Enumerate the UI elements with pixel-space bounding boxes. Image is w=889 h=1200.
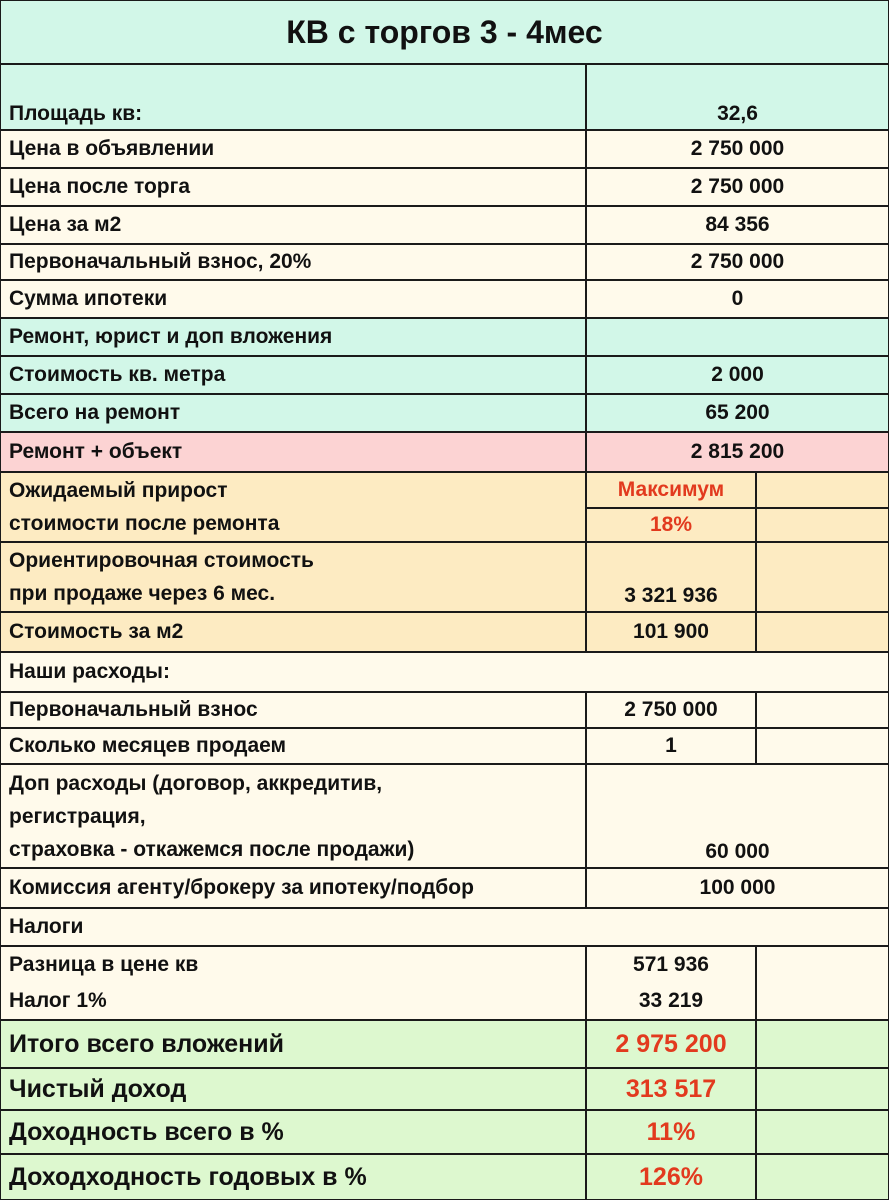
net-income-label[interactable]: Чистый доход: [0, 1068, 586, 1110]
value-per-m2-extra[interactable]: [756, 612, 889, 652]
price-per-m2-label[interactable]: Цена за м2: [0, 206, 586, 244]
expected-growth-mode[interactable]: Максимум: [586, 472, 756, 508]
taxes-header[interactable]: Налоги: [0, 908, 889, 946]
tax-label[interactable]: Налог 1%: [0, 982, 586, 1020]
expected-growth-label[interactable]: [0, 472, 586, 542]
expected-growth-label-line2: стоимости после ремонта: [9, 512, 280, 535]
renovation-plus-object-value[interactable]: 2 815 200: [586, 432, 889, 472]
cost-per-m2-label[interactable]: Стоимость кв. метра: [0, 356, 586, 394]
taxes-extra[interactable]: [756, 946, 889, 1020]
annual-yield-label[interactable]: Доходходность годовых в %: [0, 1154, 586, 1200]
estimated-value-label-line2: при продаже через 6 мес.: [9, 582, 276, 605]
price-difference-value[interactable]: 571 936: [586, 946, 756, 982]
negotiated-price-label[interactable]: Цена после торга: [0, 168, 586, 206]
expected-growth-label-line1: Ожидаемый прирост: [9, 479, 228, 502]
extra-expenses-label[interactable]: [0, 764, 586, 868]
months-selling-extra[interactable]: [756, 728, 889, 764]
renovation-plus-object-label[interactable]: Ремонт + объект: [0, 432, 586, 472]
renovation-total-label[interactable]: Всего на ремонт: [0, 394, 586, 432]
extra-expenses-label-line1: Доп расходы (договор, аккредитив,: [9, 771, 383, 795]
estimated-value-value[interactable]: 3 321 936: [586, 542, 756, 612]
months-selling-value[interactable]: 1: [586, 728, 756, 764]
sheet-title[interactable]: КВ с торгов 3 - 4мес: [0, 0, 889, 64]
down-payment-label[interactable]: Первоначальный взнос, 20%: [0, 244, 586, 280]
our-expenses-header[interactable]: Наши расходы:: [0, 652, 889, 692]
down-payment-value[interactable]: 2 750 000: [586, 244, 889, 280]
total-yield-value[interactable]: 11%: [586, 1110, 756, 1154]
expected-growth-value[interactable]: 18%: [586, 508, 756, 542]
value-per-m2-label[interactable]: Стоимость за м2: [0, 612, 586, 652]
mortgage-sum-label[interactable]: Сумма ипотеки: [0, 280, 586, 318]
renovation-total-value[interactable]: 65 200: [586, 394, 889, 432]
expected-growth-extra-2[interactable]: [756, 508, 889, 542]
months-selling-label[interactable]: Сколько месяцев продаем: [0, 728, 586, 764]
listed-price-label[interactable]: Цена в объявлении: [0, 130, 586, 168]
annual-yield-value[interactable]: 126%: [586, 1154, 756, 1200]
agent-commission-label[interactable]: Комиссия агенту/брокеру за ипотеку/подбор: [0, 868, 586, 908]
estimated-value-label-line1: Ориентировочная стоимость: [9, 549, 314, 572]
value-per-m2-value[interactable]: 101 900: [586, 612, 756, 652]
tax-value[interactable]: 33 219: [586, 982, 756, 1020]
initial-payment-label[interactable]: Первоначальный взнос: [0, 692, 586, 728]
total-investment-label[interactable]: Итого всего вложений: [0, 1020, 586, 1068]
total-investment-extra[interactable]: [756, 1020, 889, 1068]
cost-per-m2-value[interactable]: 2 000: [586, 356, 889, 394]
initial-payment-value[interactable]: 2 750 000: [586, 692, 756, 728]
total-yield-extra[interactable]: [756, 1110, 889, 1154]
renovation-header-value[interactable]: [586, 318, 889, 356]
annual-yield-extra[interactable]: [756, 1154, 889, 1200]
expected-growth-extra-1[interactable]: [756, 472, 889, 508]
extra-expenses-value[interactable]: 60 000: [586, 764, 889, 868]
area-label[interactable]: Площадь кв:: [0, 64, 586, 130]
estimated-value-extra[interactable]: [756, 542, 889, 612]
mortgage-sum-value[interactable]: 0: [586, 280, 889, 318]
area-value[interactable]: 32,6: [586, 64, 889, 130]
estimated-value-label[interactable]: [0, 542, 586, 612]
listed-price-value[interactable]: 2 750 000: [586, 130, 889, 168]
negotiated-price-value[interactable]: 2 750 000: [586, 168, 889, 206]
total-investment-value[interactable]: 2 975 200: [586, 1020, 756, 1068]
net-income-extra[interactable]: [756, 1068, 889, 1110]
price-per-m2-value[interactable]: 84 356: [586, 206, 889, 244]
extra-expenses-label-line2: регистрация,: [9, 804, 146, 828]
extra-expenses-label-line3: страховка - откажемся после продажи): [9, 837, 415, 861]
renovation-header-label[interactable]: Ремонт, юрист и доп вложения: [0, 318, 586, 356]
net-income-value[interactable]: 313 517: [586, 1068, 756, 1110]
price-difference-label[interactable]: Разница в цене кв: [0, 946, 586, 982]
agent-commission-value[interactable]: 100 000: [586, 868, 889, 908]
total-yield-label[interactable]: Доходность всего в %: [0, 1110, 586, 1154]
initial-payment-extra[interactable]: [756, 692, 889, 728]
